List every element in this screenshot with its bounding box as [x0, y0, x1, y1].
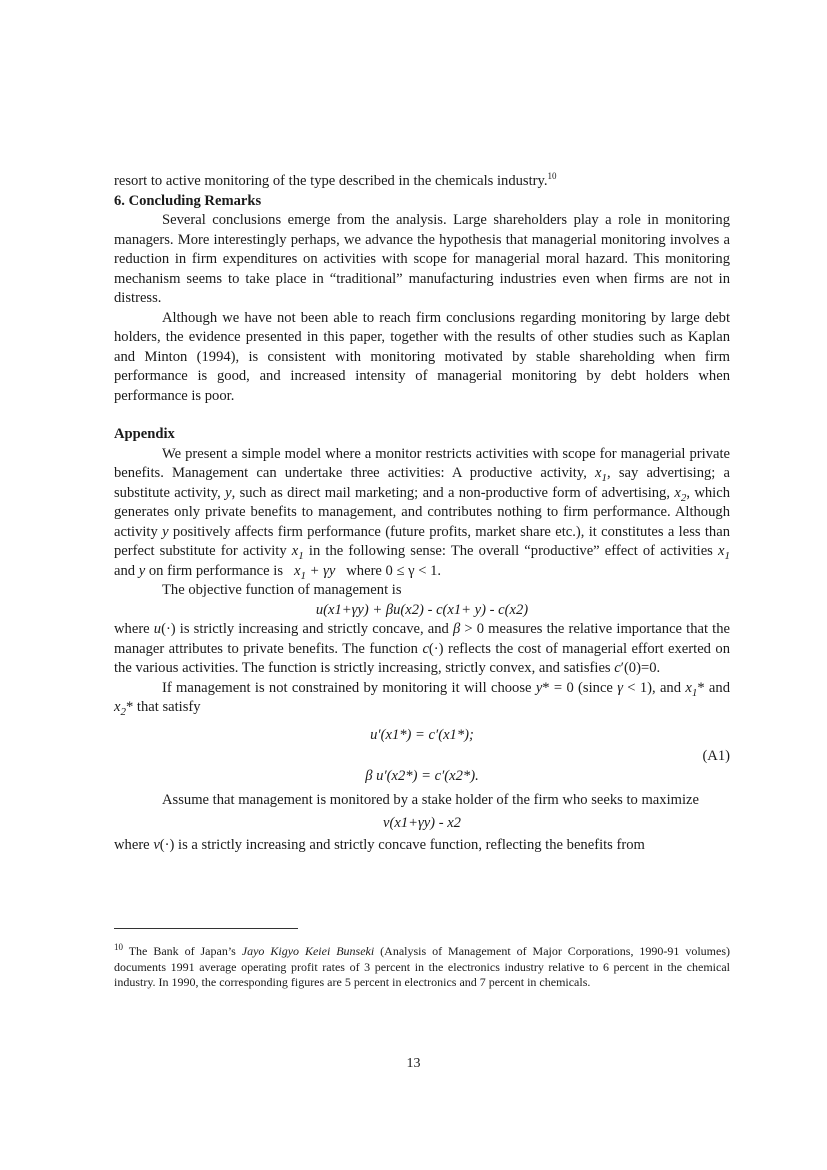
equation-a1-label: (A1): [702, 748, 730, 764]
section-heading: 6. Concluding Remarks: [114, 192, 262, 209]
last-line: where v(·) is a strictly increasing and strictly concave function, reflecting the benefits from: [114, 836, 645, 853]
footnote-10: $^{10}$ The Bank of Japan’s Jayo Kigyo Keiei Bunseki (Analysis of Management of Major Corporations, 1990-91 volumes) documents 1991 average operating profit rates of 3 percent in the electronics industry relative to 6 percent in the chemical industry. In 1990, the corresponding figures are 5 percent in electronics and 7 percent in chemicals.: [114, 942, 730, 989]
equation-a1-line-2: β u′(x2*) = c′(x2*).: [365, 768, 479, 784]
main-text: [114, 172, 730, 855]
spacer: [114, 406, 730, 425]
appendix-paragraph-1: We present a simple model where a monitor restricts activities with scope for managerial private benefits. Management can undertake three activities: A productive activity, $x_1$, say advertising; a substitute activity, y, such as direct mail marketing; and a non-productive form of advertising, $x_2$, which generates only private benefits to management, and contributes nothing to firm performance. Although activity y positively affects firm performance (future profits, market share etc.), it constitutes a less than perfect substitute for activity $x_1$ in the following sense: The overall “productive” effect of activities $x_1$ and y on firm performance is $x_1 + \gamma y$ where 0 ≤ γ < 1.: [114, 445, 731, 582]
opening-line: resort to active monitoring of the type described in the chemicals industry.$^{10}$: [114, 171, 557, 189]
monitor-equation: v(x1+γy) - x2: [383, 815, 461, 831]
spacer: [114, 718, 730, 726]
unconstrained-paragraph: If management is not constrained by monitoring it will choose y* = 0 (since γ < 1), and $x_1*$ and $x_2*$ that satisfy: [114, 679, 731, 718]
appendix-heading: Appendix: [114, 426, 175, 442]
footnote-source-title: Jayo Kigyo Keiei Bunseki: [241, 944, 375, 958]
objective-intro: The objective function of management is: [162, 582, 402, 598]
equation-a1-line-1: u′(x1*) = c′(x1*);: [370, 726, 474, 743]
equation-label-row: [114, 745, 730, 767]
where-paragraph: where u(·) is strictly increasing and strictly concave, and β > 0 measures the relative importance that the manager attributes to private benefits. The function c(·) reflects the cost of managerial effort exerted on the various activities. The function is strictly increasing, strictly convex, and satisfies c′(0)=0.: [114, 621, 731, 676]
objective-equation: u(x1+γy) + βu(x2) - c(x1+ y) - c(x2): [315, 601, 529, 618]
footnote-ref: 10: [547, 171, 557, 182]
concluding-paragraph-1: Several conclusions emerge from the analysis. Large shareholders play a role in monitoring managers. More interestingly perhaps, we advance the hypothesis that managerial monitoring involves a reduction in firm expenditures on activities with scope for managerial moral hazard. This monitoring mechanism seems to take place in “traditional” manufacturing industries even when firms are not in distress.: [114, 212, 730, 306]
footnote-marker: 10: [114, 942, 123, 952]
assume-paragraph: Assume that management is monitored by a stake holder of the firm who seeks to maximize: [162, 791, 699, 808]
footnote-divider: [114, 928, 298, 929]
page-number: 13: [406, 1056, 421, 1071]
concluding-paragraph-2: Although we have not been able to reach firm conclusions regarding monitoring by large debt holders, the evidence presented in this paper, together with the results of other studies such as Kaplan and Minton (1994), is consistent with monitoring motivated by stable shareholding when firm performance is good, and increased intensity of managerial monitoring by debt holders when performance is poor.: [114, 309, 730, 404]
